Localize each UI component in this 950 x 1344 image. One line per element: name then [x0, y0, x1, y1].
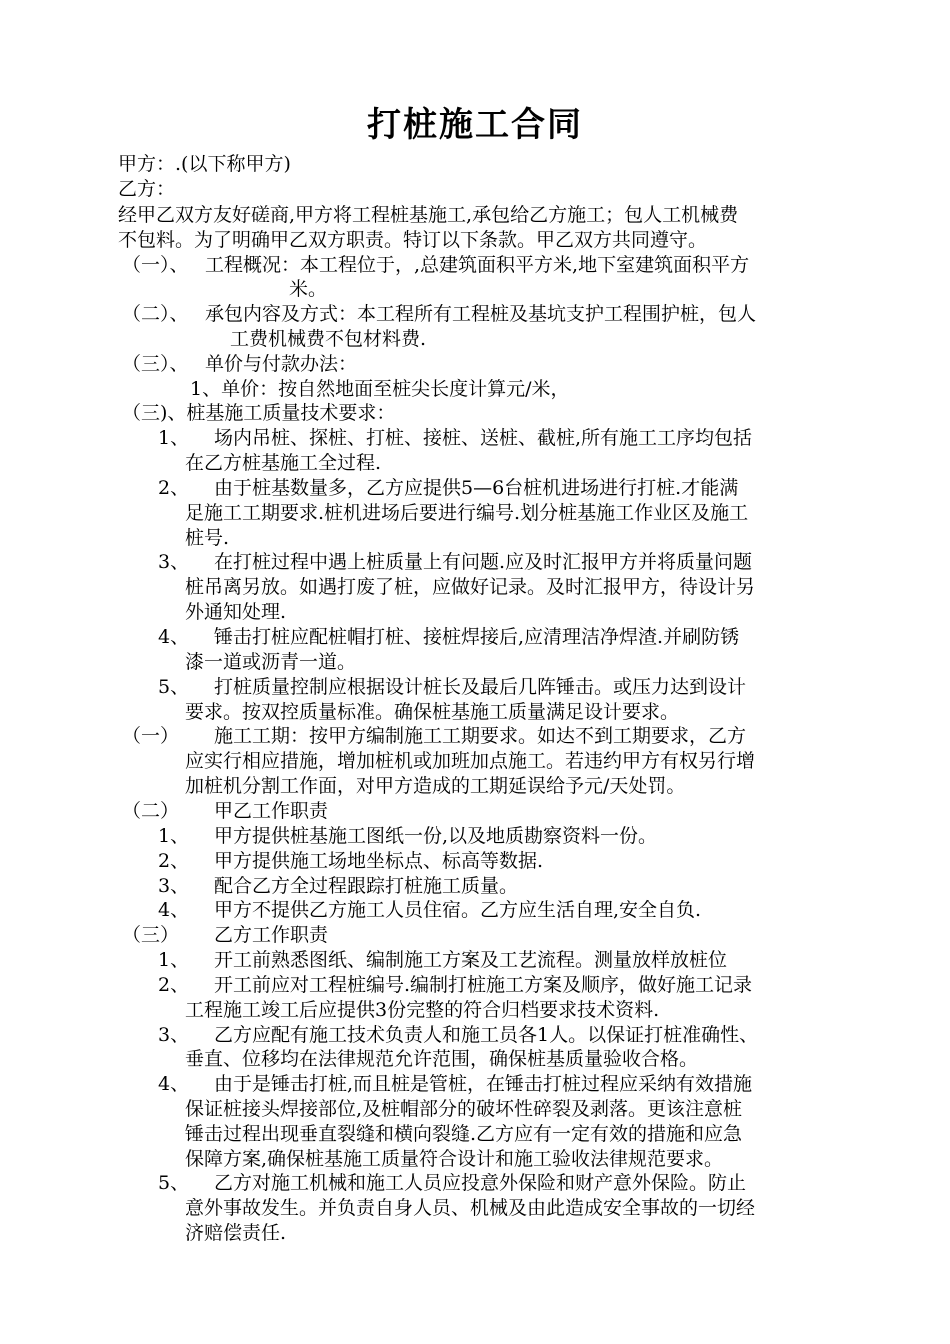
- scope-line: 工费机械费不包材料费.: [230, 328, 427, 350]
- item-number: 2、: [158, 477, 190, 499]
- party-b-item-line: 乙方应配有施工技术负责人和施工员各1人。以保证打桩准确性、: [214, 1024, 759, 1046]
- party-a-item: 甲方提供桩基施工图纸一份,以及地质勘察资料一份。: [214, 825, 658, 847]
- quality-heading: （三)、桩基施工质量技术要求：: [122, 402, 396, 424]
- item-number: 5、: [158, 676, 190, 698]
- quality-item-line: 打桩质量控制应根据设计桩长及最后几阵锤击。或压力达到设计: [214, 676, 747, 698]
- item-number: 4、: [158, 899, 190, 921]
- section-marker: （一）、: [122, 254, 189, 276]
- document-title: 打桩施工合同: [367, 105, 583, 145]
- section-marker: （三）: [122, 924, 180, 946]
- preamble-line: 经甲乙双方友好磋商,甲方将工程桩基施工,承包给乙方施工；包人工机械费: [118, 204, 739, 226]
- party-a-item: 甲方提供施工场地坐标点、标高等数据.: [214, 850, 544, 872]
- party-a-item: 甲方不提供乙方施工人员住宿。乙方应生活自理,安全自负.: [214, 899, 702, 921]
- quality-item-line: 由于桩基数量多，乙方应提供5—6台桩机进场进行打桩.才能满: [214, 477, 739, 499]
- party-b-item-line: 意外事故发生。并负责自身人员、机械及由此造成安全事故的一切经: [185, 1197, 756, 1219]
- party-b-item-line: 开工前熟悉图纸、编制施工方案及工艺流程。测量放样放桩位: [214, 949, 728, 971]
- party-b-heading: 乙方工作职责: [214, 924, 329, 946]
- overview-line: 米。: [289, 278, 328, 300]
- section-marker: （一）: [122, 725, 180, 747]
- party-b-item-line: 保障方案,确保桩基施工质量符合设计和施工验收法律规范要求。: [185, 1148, 724, 1170]
- party-b-item-line: 锤击过程出现垂直裂缝和横向裂缝.乙方应有一定有效的措施和应急: [185, 1123, 743, 1145]
- price-item: 1、单价：按自然地面至桩尖长度计算元/米，: [190, 378, 570, 400]
- party-b-item-line: 济赔偿责任.: [185, 1222, 287, 1244]
- quality-item-line: 锤击打桩应配桩帽打桩、接桩焊接后,应清理洁净焊渣.并刷防锈: [214, 626, 740, 648]
- item-number: 5、: [158, 1172, 190, 1194]
- section-marker: （二）、: [122, 303, 189, 325]
- item-number: 1、: [158, 949, 190, 971]
- party-a-item: 配合乙方全过程跟踪打桩施工质量。: [214, 875, 519, 897]
- preamble-line: 不包料。为了明确甲乙双方职责。特订以下条款。甲乙双方共同遵守。: [118, 229, 708, 251]
- item-number: 3、: [158, 875, 190, 897]
- party-b-item-line: 由于是锤击打桩,而且桩是管桩，在锤击打桩过程应采纳有效措施: [214, 1073, 753, 1095]
- section-marker: （二）: [122, 800, 180, 822]
- item-number: 1、: [158, 427, 190, 449]
- quality-item-line: 要求。按双控质量标准。确保桩基施工质量满足设计要求。: [185, 701, 680, 723]
- item-number: 4、: [158, 1073, 190, 1095]
- quality-item-line: 桩号.: [185, 527, 230, 549]
- party-b-item-line: 工程施工竣工后应提供3份完整的符合归档要求技术资料.: [185, 999, 660, 1021]
- scope-line: 承包内容及方式：本工程所有工程桩及基坑支护工程围护桩，包人: [205, 303, 757, 325]
- item-number: 1、: [158, 825, 190, 847]
- party-b-item-line: 保证桩接头焊接部位,及桩帽部分的破坏性碎裂及剥落。更该注意桩: [185, 1098, 743, 1120]
- party-b-line: 乙方：: [118, 178, 176, 200]
- item-number: 2、: [158, 850, 190, 872]
- section-marker: （三）、: [122, 353, 189, 375]
- item-number: 3、: [158, 551, 190, 573]
- party-b-item-line: 开工前应对工程桩编号.编制打桩施工方案及顺序，做好施工记录: [214, 974, 753, 996]
- overview-line: 工程概况：本工程位于，,总建筑面积平方米,地下室建筑面积平方: [205, 254, 750, 276]
- item-number: 2、: [158, 974, 190, 996]
- quality-item-line: 场内吊桩、探桩、打桩、接桩、送桩、截桩,所有施工工序均包括: [214, 427, 753, 449]
- item-number: 4、: [158, 626, 190, 648]
- schedule-line: 施工工期：按甲方编制施工工期要求。如达不到工期要求，乙方: [214, 725, 747, 747]
- schedule-line: 应实行相应措施，增加桩机或加班加点施工。若违约甲方有权另行增: [185, 750, 756, 772]
- schedule-line: 加桩机分割工作面，对甲方造成的工期延误给予元/天处罚。: [185, 775, 686, 797]
- quality-item-line: 在乙方桩基施工全过程.: [185, 452, 382, 474]
- party-b-item-line: 垂直、位移均在法律规范允许范围，确保桩基质量验收合格。: [185, 1048, 699, 1070]
- quality-item-line: 足施工工期要求.桩机进场后要进行编号.划分桩基施工作业区及施工: [185, 502, 749, 524]
- quality-item-line: 漆一道或沥青一道。: [185, 651, 357, 673]
- party-a-heading: 甲乙工作职责: [214, 800, 329, 822]
- party-b-item-line: 乙方对施工机械和施工人员应投意外保险和财产意外保险。防止: [214, 1172, 747, 1194]
- quality-item-line: 在打桩过程中遇上桩质量上有问题.应及时汇报甲方并将质量问题: [214, 551, 753, 573]
- item-number: 3、: [158, 1024, 190, 1046]
- party-a-line: 甲方：.(以下称甲方): [118, 153, 291, 175]
- quality-item-line: 桩吊离另放。如遇打废了桩，应做好记录。及时汇报甲方，待设计另: [185, 576, 756, 598]
- quality-item-line: 外通知处理.: [185, 601, 287, 623]
- price-heading: 单价与付款办法：: [205, 353, 358, 375]
